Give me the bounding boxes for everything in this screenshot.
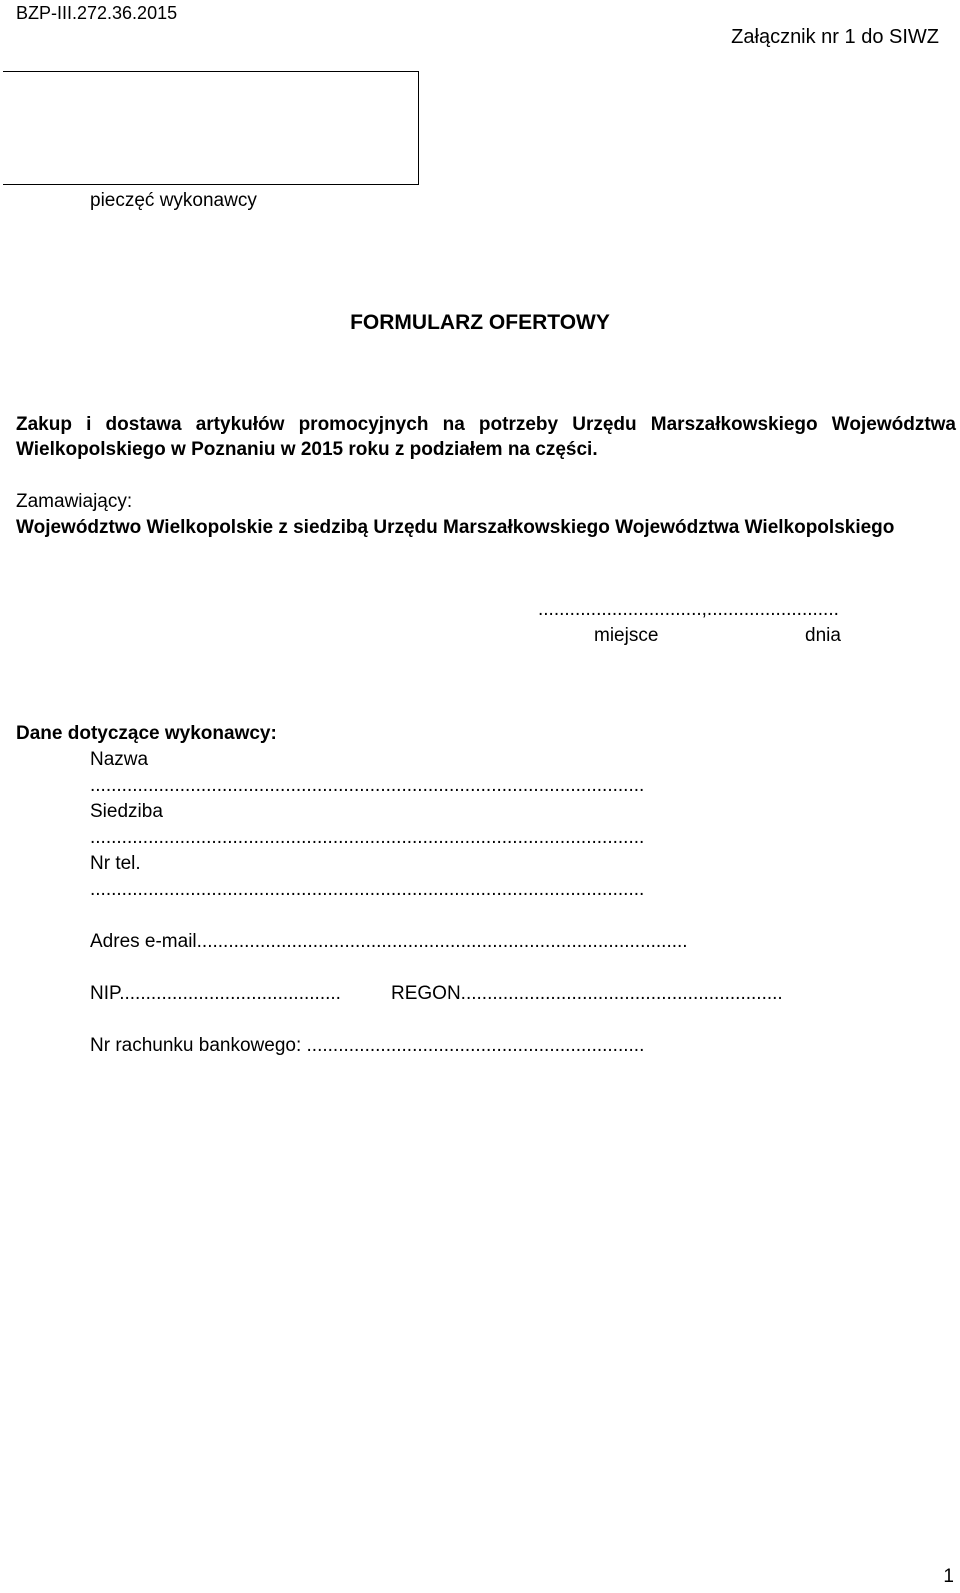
contractor-section-title: Dane dotyczące wykonawcy: bbox=[16, 723, 277, 744]
phone-label: Nr tel. bbox=[90, 853, 141, 874]
email-field[interactable]: Adres e-mail............................................................................................. bbox=[90, 931, 688, 952]
page-number: 1 bbox=[943, 1566, 954, 1587]
place-label: miejsce bbox=[594, 625, 659, 646]
regon-field[interactable]: REGON............................................................. bbox=[391, 983, 783, 1004]
place-date-field[interactable]: ...............................,......................... bbox=[538, 599, 839, 620]
name-label: Nazwa bbox=[90, 749, 149, 770]
date-label: dnia bbox=[805, 625, 841, 646]
client-name: Województwo Wielkopolskie z siedzibą Urzędu Marszałkowskiego Województwa Wielkopolskiego bbox=[16, 517, 895, 538]
client-label: Zamawiający: bbox=[16, 491, 133, 512]
phone-field[interactable]: ......................................................................................................... bbox=[90, 879, 645, 900]
seat-field[interactable]: ......................................................................................................... bbox=[90, 827, 645, 848]
form-title: FORMULARZ OFERTOWY bbox=[350, 311, 610, 334]
bank-account-field[interactable]: Nr rachunku bankowego: ................................................................ bbox=[90, 1035, 645, 1056]
annex-label: Załącznik nr 1 do SIWZ bbox=[731, 26, 939, 48]
seat-label: Siedziba bbox=[90, 801, 163, 822]
stamp-label: pieczęć wykonawcy bbox=[90, 190, 257, 211]
document-reference: BZP-III.272.36.2015 bbox=[16, 3, 178, 23]
nip-field[interactable]: NIP.......................................... bbox=[90, 983, 341, 1004]
name-field[interactable]: ......................................................................................................... bbox=[90, 775, 645, 796]
order-subject: Zakup i dostawa artykułów promocyjnych na potrzeby Urzędu Marszałkowskiego Województwa Wielkopolskiego w Poznaniu w 2015 roku z podziałem na części. bbox=[16, 414, 956, 460]
contractor-stamp-box bbox=[3, 71, 419, 185]
